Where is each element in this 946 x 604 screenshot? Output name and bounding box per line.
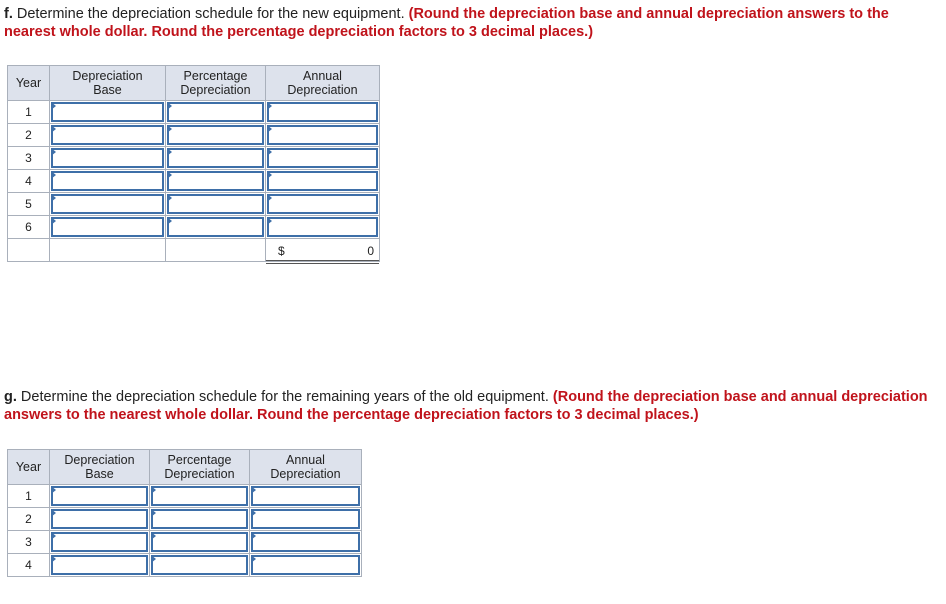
percentage-depreciation-input[interactable] bbox=[167, 217, 264, 237]
depreciation-base-input-cell bbox=[50, 554, 150, 577]
input-marker-icon bbox=[251, 509, 256, 517]
annual-depreciation-input[interactable] bbox=[251, 509, 360, 529]
input-marker-icon bbox=[151, 486, 156, 494]
total-row bbox=[8, 239, 380, 262]
input-marker-icon bbox=[51, 102, 56, 110]
annual-depreciation-input-cell bbox=[266, 216, 380, 239]
percentage-depreciation-input[interactable] bbox=[151, 532, 248, 552]
input-marker-icon bbox=[251, 555, 256, 563]
percentage-depreciation-input-cell bbox=[150, 485, 250, 508]
depreciation-base-input-cell bbox=[50, 170, 166, 193]
question-f-text: Determine the depreciation schedule for the new equipment. bbox=[12, 6, 409, 22]
header-year: Year bbox=[8, 66, 50, 101]
table-row bbox=[8, 170, 380, 193]
percentage-depreciation-input-cell bbox=[166, 124, 266, 147]
total-value: 0 bbox=[367, 244, 374, 258]
percentage-depreciation-input[interactable] bbox=[167, 194, 264, 214]
header-depreciation-base: Depreciation Base bbox=[50, 66, 166, 101]
input-marker-icon bbox=[151, 509, 156, 517]
depreciation-base-input-cell bbox=[50, 193, 166, 216]
table-row bbox=[8, 216, 380, 239]
empty-cell bbox=[8, 239, 50, 262]
depreciation-base-input[interactable] bbox=[51, 486, 148, 506]
annual-depreciation-input-cell bbox=[266, 170, 380, 193]
annual-depreciation-input-cell bbox=[250, 508, 362, 531]
year-cell: 2 bbox=[8, 124, 50, 147]
input-marker-icon bbox=[51, 217, 56, 225]
percentage-depreciation-input[interactable] bbox=[167, 171, 264, 191]
annual-depreciation-input-cell bbox=[266, 124, 380, 147]
question-g-text: Determine the depreciation schedule for the remaining years of the old equipment. bbox=[16, 389, 553, 405]
year-cell: 1 bbox=[8, 101, 50, 124]
input-marker-icon bbox=[267, 148, 272, 156]
input-marker-icon bbox=[51, 486, 56, 494]
question-f-letter: f. bbox=[4, 6, 13, 22]
percentage-depreciation-input[interactable] bbox=[151, 555, 248, 575]
depreciation-base-input-cell bbox=[50, 508, 150, 531]
depreciation-base-input-cell bbox=[50, 485, 150, 508]
year-cell: 4 bbox=[8, 554, 50, 577]
depreciation-base-input-cell bbox=[50, 531, 150, 554]
annual-depreciation-input[interactable] bbox=[267, 171, 378, 191]
percentage-depreciation-input-cell bbox=[166, 216, 266, 239]
header-year: Year bbox=[8, 450, 50, 485]
annual-depreciation-input-cell bbox=[266, 147, 380, 170]
input-marker-icon bbox=[151, 532, 156, 540]
table-row bbox=[8, 124, 380, 147]
question-g-instruction: (Round the depreciation base and annual depreciation answers to the nearest whole dollar. Round the percentage depreciation factors to 3 decimal places.) bbox=[4, 389, 928, 423]
percentage-depreciation-input-cell bbox=[166, 193, 266, 216]
input-marker-icon bbox=[51, 194, 56, 202]
total-currency-symbol: $ bbox=[278, 244, 285, 258]
input-marker-icon bbox=[251, 486, 256, 494]
question-f bbox=[4, 5, 939, 41]
total-annual-depreciation bbox=[266, 239, 380, 262]
percentage-depreciation-input[interactable] bbox=[167, 102, 264, 122]
year-cell: 6 bbox=[8, 216, 50, 239]
table-row bbox=[8, 531, 362, 554]
percentage-depreciation-input-cell bbox=[150, 508, 250, 531]
input-marker-icon bbox=[167, 148, 172, 156]
year-cell: 2 bbox=[8, 508, 50, 531]
input-marker-icon bbox=[51, 171, 56, 179]
depreciation-base-input-cell bbox=[50, 147, 166, 170]
header-percentage-depreciation: Percentage Depreciation bbox=[166, 66, 266, 101]
depreciation-base-input[interactable] bbox=[51, 217, 164, 237]
depreciation-base-input[interactable] bbox=[51, 555, 148, 575]
annual-depreciation-input-cell bbox=[250, 531, 362, 554]
percentage-depreciation-input-cell bbox=[166, 170, 266, 193]
depreciation-base-input-cell bbox=[50, 216, 166, 239]
question-g bbox=[4, 388, 939, 424]
header-depreciation-base: Depreciation Base bbox=[50, 450, 150, 485]
depreciation-base-input[interactable] bbox=[51, 509, 148, 529]
input-marker-icon bbox=[267, 171, 272, 179]
percentage-depreciation-input-cell bbox=[166, 101, 266, 124]
table-row bbox=[8, 101, 380, 124]
depreciation-base-input[interactable] bbox=[51, 125, 164, 145]
input-marker-icon bbox=[51, 555, 56, 563]
empty-cell bbox=[166, 239, 266, 262]
table-row bbox=[8, 508, 362, 531]
depreciation-base-input[interactable] bbox=[51, 532, 148, 552]
year-cell: 4 bbox=[8, 170, 50, 193]
annual-depreciation-input-cell bbox=[266, 193, 380, 216]
year-cell: 3 bbox=[8, 147, 50, 170]
input-marker-icon bbox=[167, 217, 172, 225]
table-row bbox=[8, 554, 362, 577]
input-marker-icon bbox=[167, 194, 172, 202]
depreciation-base-input-cell bbox=[50, 101, 166, 124]
table-row bbox=[8, 193, 380, 216]
annual-depreciation-input[interactable] bbox=[251, 555, 360, 575]
header-annual-depreciation: Annual Depreciation bbox=[250, 450, 362, 485]
year-cell: 5 bbox=[8, 193, 50, 216]
annual-depreciation-input[interactable] bbox=[267, 125, 378, 145]
input-marker-icon bbox=[267, 194, 272, 202]
annual-depreciation-input[interactable] bbox=[267, 148, 378, 168]
depreciation-base-input[interactable] bbox=[51, 171, 164, 191]
year-cell: 3 bbox=[8, 531, 50, 554]
percentage-depreciation-input[interactable] bbox=[151, 486, 248, 506]
annual-depreciation-input[interactable] bbox=[251, 532, 360, 552]
input-marker-icon bbox=[167, 102, 172, 110]
input-marker-icon bbox=[167, 125, 172, 133]
annual-depreciation-input[interactable] bbox=[251, 486, 360, 506]
input-marker-icon bbox=[251, 532, 256, 540]
depreciation-base-input[interactable] bbox=[51, 194, 164, 214]
schedule-table-g bbox=[7, 449, 362, 577]
depreciation-base-input-cell bbox=[50, 124, 166, 147]
percentage-depreciation-input-cell bbox=[166, 147, 266, 170]
annual-depreciation-input-cell bbox=[266, 101, 380, 124]
empty-cell bbox=[50, 239, 166, 262]
percentage-depreciation-input-cell bbox=[150, 554, 250, 577]
annual-depreciation-input[interactable] bbox=[267, 102, 378, 122]
header-percentage-depreciation: Percentage Depreciation bbox=[150, 450, 250, 485]
input-marker-icon bbox=[167, 171, 172, 179]
input-marker-icon bbox=[267, 125, 272, 133]
schedule-table-f bbox=[7, 65, 380, 262]
input-marker-icon bbox=[51, 148, 56, 156]
year-cell: 1 bbox=[8, 485, 50, 508]
header-annual-depreciation: Annual Depreciation bbox=[266, 66, 380, 101]
depreciation-base-input[interactable] bbox=[51, 102, 164, 122]
percentage-depreciation-input[interactable] bbox=[167, 125, 264, 145]
input-marker-icon bbox=[51, 125, 56, 133]
question-g-letter: g. bbox=[4, 389, 17, 405]
depreciation-base-input[interactable] bbox=[51, 148, 164, 168]
annual-depreciation-input[interactable] bbox=[267, 194, 378, 214]
annual-depreciation-input-cell bbox=[250, 554, 362, 577]
input-marker-icon bbox=[267, 217, 272, 225]
double-underline bbox=[266, 260, 379, 264]
percentage-depreciation-input-cell bbox=[150, 531, 250, 554]
input-marker-icon bbox=[267, 102, 272, 110]
table-row bbox=[8, 147, 380, 170]
input-marker-icon bbox=[151, 555, 156, 563]
percentage-depreciation-input[interactable] bbox=[167, 148, 264, 168]
annual-depreciation-input-cell bbox=[250, 485, 362, 508]
table-row bbox=[8, 485, 362, 508]
annual-depreciation-input[interactable] bbox=[267, 217, 378, 237]
input-marker-icon bbox=[51, 532, 56, 540]
input-marker-icon bbox=[51, 509, 56, 517]
percentage-depreciation-input[interactable] bbox=[151, 509, 248, 529]
question-f-instruction: (Round the depreciation base and annual depreciation answers to the nearest whole dollar. Round the percentage depreciation factors to 3 decimal places.) bbox=[4, 6, 889, 40]
